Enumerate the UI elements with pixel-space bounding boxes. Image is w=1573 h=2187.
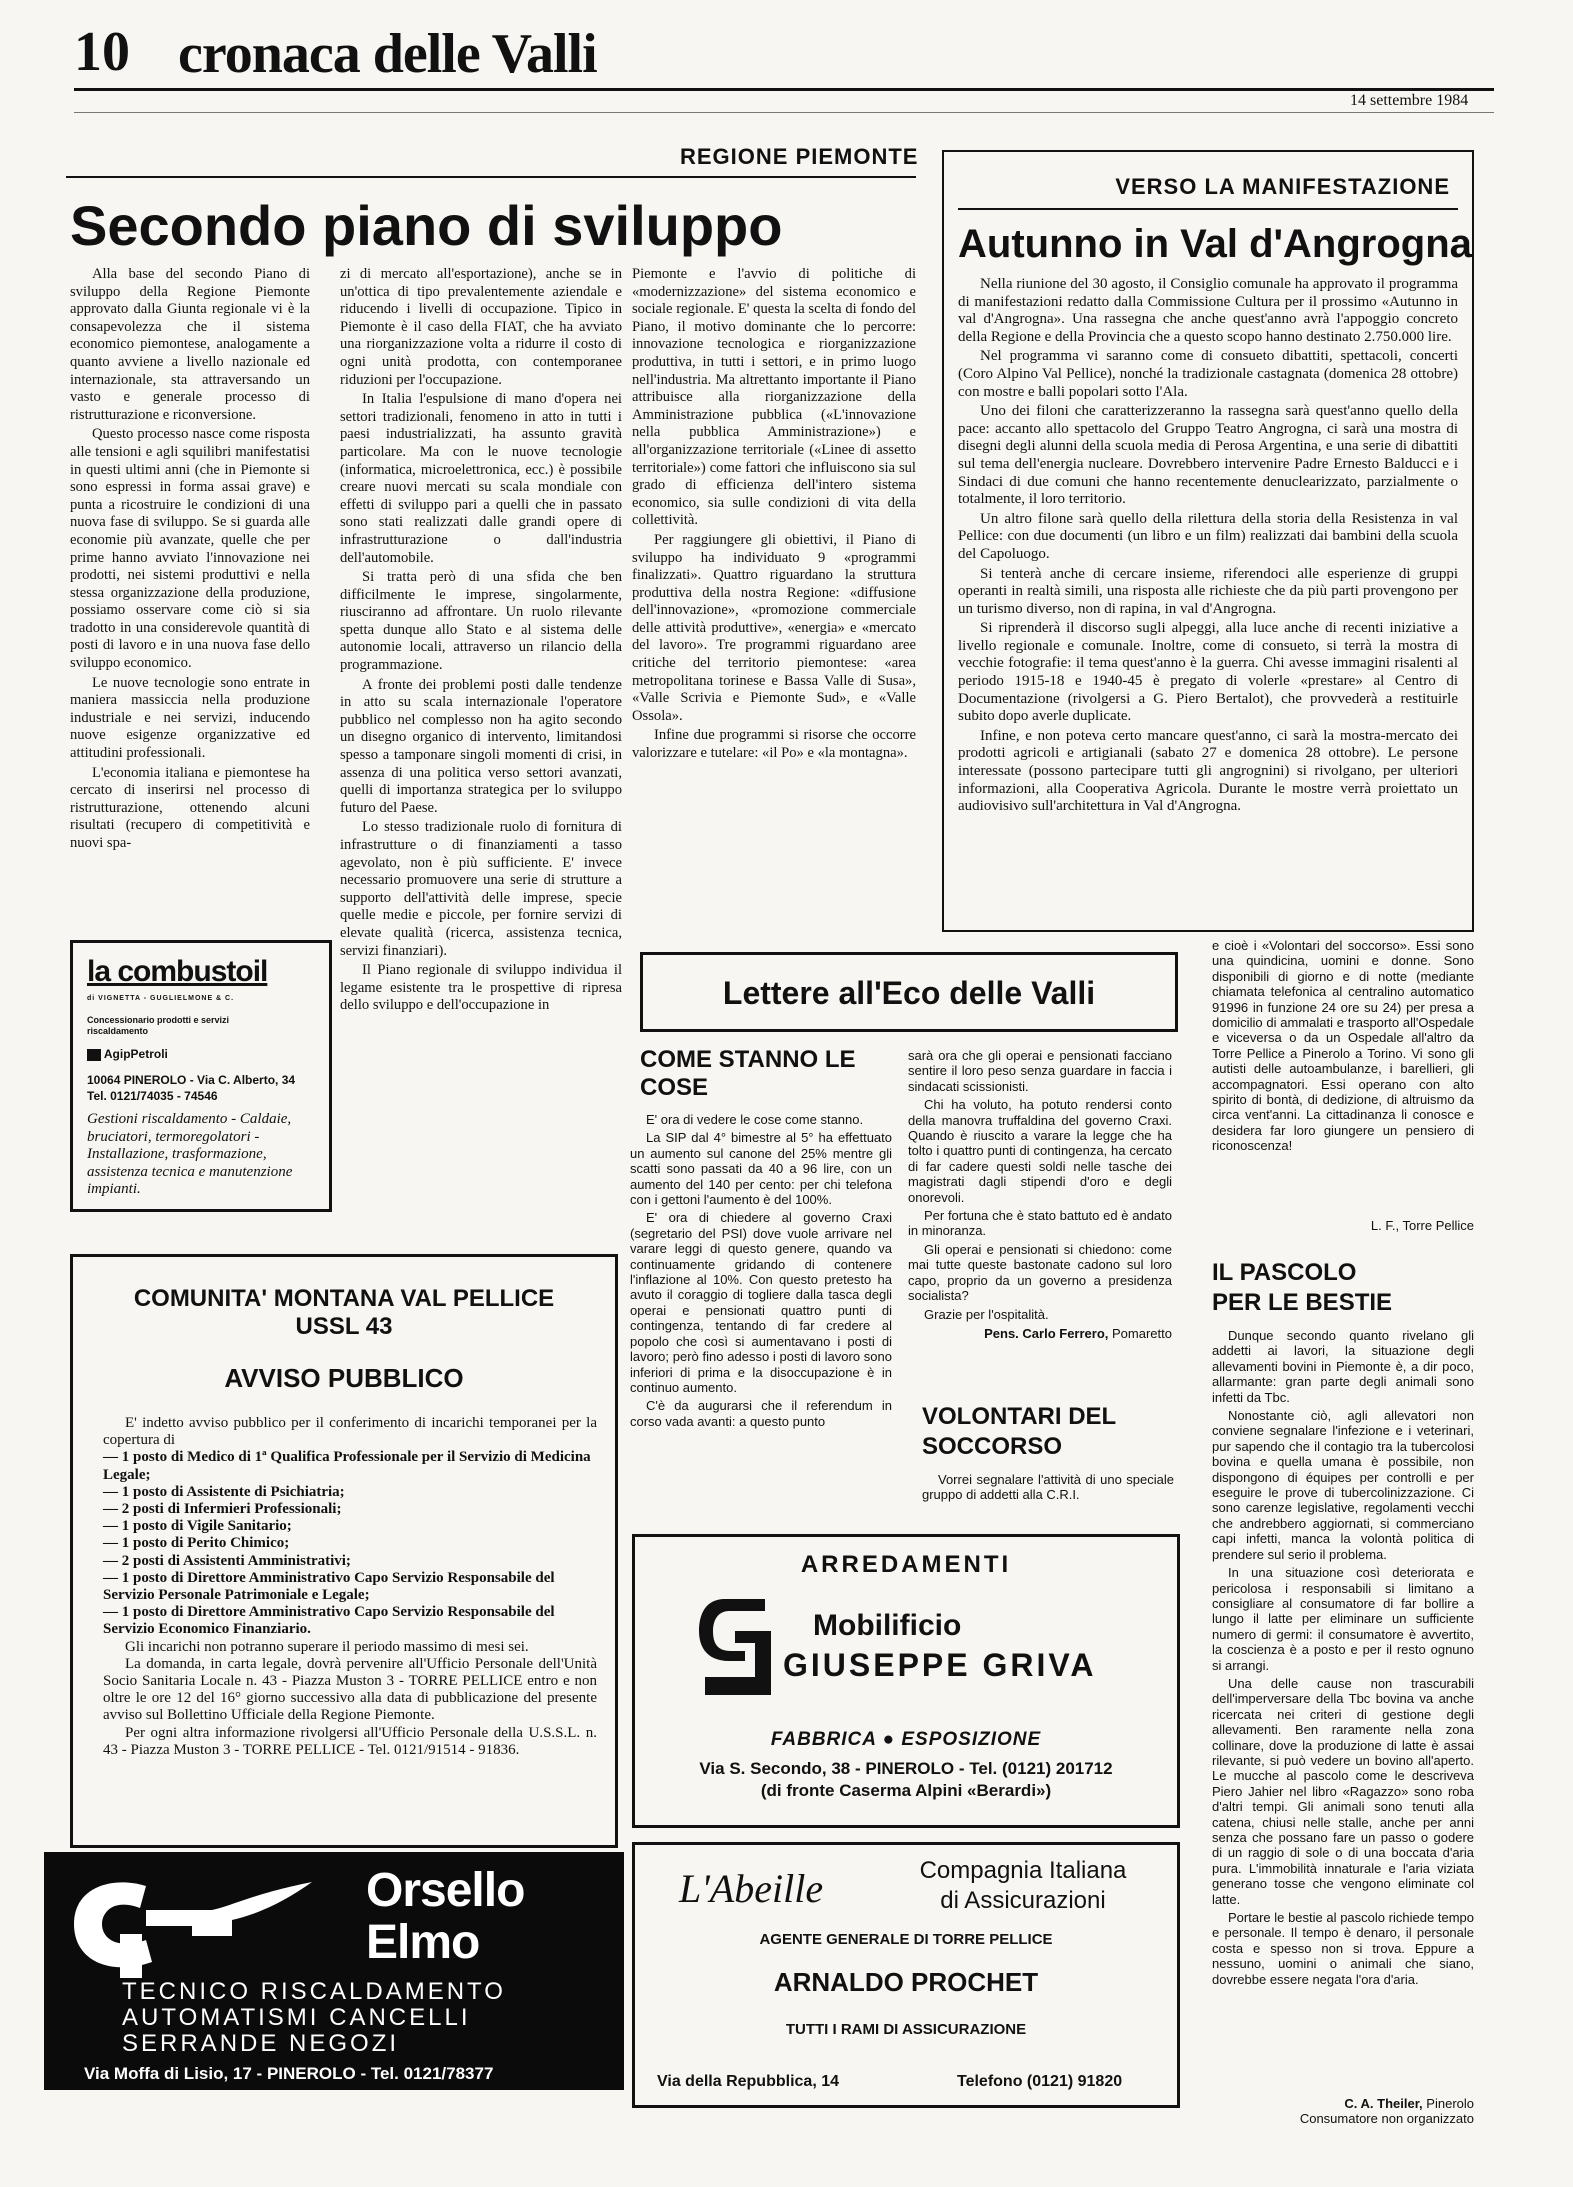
letter-title: VOLONTARI DEL SOCCORSO xyxy=(922,1403,1116,1460)
agip-label: AgipPetroli xyxy=(103,1047,168,1061)
notice-item: — 2 posti di Assistenti Amministrativi; xyxy=(103,1552,351,1569)
paragraph: Gli operai e pensionati si chiedono: come mai tutte queste bastonate cadono sul loro capo, proprio da un governo a presidenza socialista? xyxy=(908,1241,1172,1304)
signature-name: Pens. Carlo Ferrero, xyxy=(984,1325,1109,1341)
griva-logo-icon xyxy=(695,1591,775,1701)
article-body xyxy=(958,276,1458,922)
notice-title: COMUNITA' MONTANA VAL PELLICE xyxy=(133,1285,555,1312)
combustoil-owner: di VIGNETTA - GUGLIELMONE & C. xyxy=(87,995,235,1002)
notice-heading: AVVISO PUBBLICO xyxy=(224,1363,464,1393)
abeille-logo: L'Abeille xyxy=(679,1866,824,1911)
combustoil-phone: Tel. 0121/74035 - 74546 xyxy=(87,1089,218,1103)
paragraph: Una delle cause non trascurabili dell'imperversare della Tbc bovina va anche ricercata nei criteri di gestione degli allevamenti. Ben raramente nella zona collinare, dove la produzione di latte è assai rilevante, si può vedere un bovino all'aperto. Le mucche al pascolo come le descriveva Piero Jahier nel libro «Ragazzo» sono roba d'altri tempi. Gli animali sono tenuti alla catena, chiusi nelle stalle, anche per anni senza che possano fare un passo o godere di un raggio di sole o di una boccata d'aria pura. L'immobilità innaturale e l'aria viziata generano tosse che vengono eliminate col latte. xyxy=(1212,1675,1474,1907)
notice-item: — 1 posto di Direttore Amministrativo Capo Servizio Responsabile del Servizio Personale Patrimoniale e Legale; xyxy=(103,1569,555,1604)
paragraph: Per fortuna che è stato battuto ed è andato in minoranza. xyxy=(908,1208,1172,1239)
ad-abeille xyxy=(632,1842,1180,2108)
abeille-agent: AGENTE GENERALE DI TORRE PELLICE xyxy=(759,1931,1053,1948)
ad-combustoil xyxy=(70,940,332,1212)
notice-item: — 1 posto di Vigile Sanitario; xyxy=(103,1518,292,1535)
paragraph: E' ora di vedere le cose come stanno. xyxy=(646,1112,864,1127)
service-line: TECNICO RISCALDAMENTO xyxy=(122,1978,506,2005)
paragraph: Alla base del secondo Piano di sviluppo della Regione Piemonte approvato dalla Giunta regionale vi è la consapevolezza che il sistema economico piemontese, analogamente a quanto avviene a livello nazionale ed internazionale, sta attraversando un vasto e generale processo di ristrutturazione e riconversione. xyxy=(70,266,310,423)
paragraph: La SIP dal 4° bimestre al 5° ha effettuato un aumento sul canone del 25% mentre gli scatti sono passati da 40 a 96 lire, con un aumento del 140 per cento: per chi telefona con i gettoni l'aumento è del 100%. xyxy=(630,1130,892,1208)
letter-volontari-start xyxy=(922,1472,1174,1526)
paragraph: A fronte dei problemi posti dalle tendenze in atto su scala internazionale l'operatore pubblico nel complesso non ha agito secondo un disegno organico di intervento, limitandosi spesso a tamponare singoli momenti di crisi, in assenza di una politica verso settori avanzati, quelli di importanza strategica per lo sviluppo futuro del Paese. xyxy=(340,676,622,816)
griva-name-2: GIUSEPPE GRIVA xyxy=(783,1647,1097,1683)
letter-signature xyxy=(1212,2096,1474,2127)
letter-column-2 xyxy=(908,1048,1172,1356)
abeille-address: Via della Repubblica, 14 xyxy=(657,2073,839,2090)
kicker-rule xyxy=(66,176,916,178)
tagline-right: ESPOSIZIONE xyxy=(901,1729,1042,1750)
griva-note: (di fronte Caserma Alpini «Berardi») xyxy=(760,1781,1052,1800)
article-title: Autunno in Val d'Angrogna xyxy=(958,222,1472,266)
notice-item: — 1 posto di Assistente di Psichiatria; xyxy=(103,1483,345,1500)
paragraph: Chi ha voluto, ha potuto rendersi conto della manovra truffaldina del governo Craxi. Quando è riuscito a varare la legge che ha tolto i quattro punti di contingenza, ha cercato di far cadere questi soldi nelle tasche dei magistrati dagli stipendi d'oro e degli onorevoli. xyxy=(908,1097,1172,1205)
paragraph: Per raggiungere gli obiettivi, il Piano di sviluppo ha individuato 9 «programmi finalizzati». Quattro riguardano la struttura produttiva della nostra Regione: «diffusione dell'innovazione», «promozione commerciale delle attività produttive», «energia» e «mercato del lavoro». Tre programmi riguardano aree critiche del territorio piemontese: «area metropolitana torinese e Bassa Valle di Susa», «Valle Scrivia e Piemonte Sud», e «Valle Ossola». xyxy=(632,531,916,724)
masthead-rule-thin xyxy=(74,112,1494,113)
paragraph: Il Piano regionale di sviluppo individua il legame esistente tra le prospettive di ripresa dello sviluppo e dell'occupazione in xyxy=(340,962,622,1014)
letter-volontari-continued xyxy=(1212,938,1474,1228)
griva-tagline xyxy=(635,1729,1177,1751)
article-column-2 xyxy=(340,266,622,1226)
paragraph: Si tenterà anche di cercare insieme, riferendoci alle esperienze di gruppi operanti in realtà simili, una risposta alle richieste che da più parti provengono per un turismo diverso, non di rapina, in val d'Angrogna. xyxy=(958,565,1458,617)
agip-dog-icon xyxy=(87,1049,101,1061)
signature-note: Consumatore non organizzato xyxy=(1299,2111,1474,2127)
abeille-company-2: di Assicurazioni xyxy=(940,1887,1106,1914)
page-number: 10 xyxy=(74,21,130,83)
article-column-1 xyxy=(70,266,310,928)
company-address: Via Moffa di Lisio, 17 - PINEROLO - Tel. 0121/78377 xyxy=(84,2064,494,2083)
company-name-2: Elmo xyxy=(366,1916,480,1969)
griva-heading: ARREDAMENTI xyxy=(800,1551,1012,1578)
griva-name-1: Mobilificio xyxy=(813,1609,962,1642)
agip-brand xyxy=(87,1047,168,1061)
letters-heading: Lettere all'Eco delle Valli xyxy=(722,975,1096,1011)
notice-item: — 1 posto di Medico di 1ª Qualifica Professionale per il Servizio di Medicina Legale; xyxy=(103,1449,591,1483)
ad-comunita-montana xyxy=(70,1254,618,1848)
abeille-name: ARNALDO PROCHET xyxy=(773,1967,1039,1997)
griva-address: Via S. Secondo, 38 - PINEROLO - Tel. (0121) 201712 xyxy=(699,1759,1113,1778)
paragraph: Dunque secondo quanto rivelano gli addetti ai lavori, la situazione degli allevamenti bovini in Piemonte è, a dir poco, allarmante: gran parte degli animali sono infetti da Tbc. xyxy=(1212,1328,1474,1405)
paragraph: Questo processo nasce come risposta alle tensioni e agli squilibri manifestatisi in questi ultimi anni (che in Piemonte si sono espressi in forma assai grave) e punta a ricostruire le condizioni di una nuova fase di sviluppo. Se si guarda alle economie più avanzate, quelle che per prime hanno avviato l'innovazione nei prodotti, nei sistemi produttivi e nella stessa organizzazione della produzione, possiamo osservare come ciò si sia tradotto in una considerevole quantità di posti di lavoro e in una nuova fase dello sviluppo economico. xyxy=(70,426,310,672)
letter-signature xyxy=(908,1326,1172,1341)
paragraph: zi di mercato all'esportazione), anche se in un'ottica di tipo prevalentemente aziendale e riducendo i livelli di occupazione. Tipico in Piemonte è il caso della FIAT, che ha avviato una riorganizzazione volta a ridurre il costo di ogni unità prodotta, con contemporanee riduzioni per l'occupazione. xyxy=(340,266,622,388)
paragraph: Portare le bestie al pascolo richiede tempo e personale. Il tempo è denaro, il personale costa e spesso non si trova. Eppure a nessuno, uomini o animali che siano, dovrebbe essere negata l'ora d'aria. xyxy=(1212,1910,1474,1987)
letter-title: IL PASCOLO PER LE BESTIE xyxy=(1212,1259,1393,1316)
service-line: SERRANDE NEGOZI xyxy=(122,2030,400,2057)
paragraph: Si riprenderà il discorso sugli alpeggi, alla luce anche di recenti iniziative a livello regionale e comunale. Inoltre, come di consueto, si terrà la mostra di vecchie fotografie: il tema quest'anno è la guerra. Chi avesse immagini risalenti al periodo 1915-18 e 1940-45 è pregato di volerle «prestare» al Centro di Documentazione (rivolgersi a G. Piero Bertalot), che provvederà a restituirle subito dopo averle duplicate. xyxy=(958,620,1458,725)
service-line: AUTOMATISMI CANCELLI xyxy=(122,2004,471,2031)
notice-subtitle: USSL 43 xyxy=(295,1313,393,1340)
signature-place: Pinerolo xyxy=(1426,2096,1474,2111)
letter-title: COME STANNO LE COSE xyxy=(640,1046,856,1101)
masthead-rule xyxy=(74,88,1494,91)
kicker-rule xyxy=(958,208,1458,210)
paragraph: Si tratta però di una sfida che ben difficilmente le imprese, singolarmente, riusciranno ad affrontare. Un ruolo rilevante spetta dunque allo Stato e al sistema delle autonomie locali, attraverso un rilancio della programmazione. xyxy=(340,569,622,674)
article-title: Secondo piano di sviluppo xyxy=(70,194,783,257)
paragraph: Infine, e non poteva certo mancare quest'anno, ci sarà la mostra-mercato dei prodotti agricoli e artigianali (sabato 27 e domenica 28 ottobre). Le persone interessate (possono partecipare tutti gli angrognini) si rivolgano, per ulteriori informazioni, alla Cooperativa Agricola. Durante le mostre verrà proiettato un audiovisivo sull'architettura in Val d'Angrogna. xyxy=(958,727,1458,815)
notice-item: — 1 posto di Direttore Amministrativo Capo Servizio Responsabile del Servizio Economico Finanziario. xyxy=(103,1604,555,1638)
paragraph: Un altro filone sarà quello della rilettura della storia della Resistenza in val Pellice: con due documenti (un libro e un film) realizzati dai bambini della scuola del Capoluogo. xyxy=(958,510,1458,562)
signature-place: Pomaretto xyxy=(1112,1325,1172,1341)
paragraph: Uno dei filoni che caratterizzeranno la rassegna sarà quest'anno quello della pace: accanto allo spettacolo del Gruppo Teatro Angrogna, ci sarà una mostra di disegni degli alunni della scuola media di Perosa Argentina, e una serie di dibattiti sul tema dell'energia nucleare. Dovrebbero intervenire Padre Ernesto Balducci e i Sindaci di due comuni che hanno recentemente denuclearizzato, parzialmente o totalmente, il loro territorio. xyxy=(958,403,1458,508)
paragraph: Nonostante ciò, agli allevatori non conviene segnalare l'infezione e i veterinari, pur sapendo che il contagio tra la tubercolosi bovina e quella umana è possibile, non dispongono di équipes per controlli e per eseguire le prove di tubercolinizzazione. Ci sono carenze legislative, regolamenti vecchi che andrebbero aggiornati, si commerciano capi infetti, manca la volontà politica di prendere sul serio il problema. xyxy=(1212,1408,1474,1562)
notice-paragraph: La domanda, in carta legale, dovrà pervenire all'Ufficio Personale dell'Unità Socio Sanitaria Locale n. 43 - Piazza Muston 3 - TORRE PELLICE entro e non oltre le ore 12 del 16° giorno successivo alla data di pubblicazione del presente avviso sul Bollettino Ufficiale della Regione Piemonte. xyxy=(103,1655,597,1724)
letter-column-1 xyxy=(630,1112,892,1429)
notice-items xyxy=(103,1449,597,1638)
letters-heading-box xyxy=(640,952,1178,1032)
issue-date: 14 settembre 1984 xyxy=(1350,92,1469,109)
abeille-phone: Telefono (0121) 91820 xyxy=(957,2073,1123,2090)
paragraph: Grazie per l'ospitalità. xyxy=(924,1306,1049,1322)
article-kicker: VERSO LA MANIFESTAZIONE xyxy=(1115,174,1450,199)
paragraph: In Italia l'espulsione di mano d'opera nei settori tradizionali, fenomeno in atto in tutti i paesi industrializzati, ha assunto gravità particolare. Ma con le nuove tecnologie (informatica, microelettronica, ecc.) è possibile creare nuovi mercati su scala mondiale con effetti di sviluppo pari a quelli che in passato sono stati realizzati dalle grandi opere di infrastrutturazione o dall'industria dell'automobile. xyxy=(340,391,622,566)
paragraph: Infine due programmi si risorse che occorre valorizzare e tutelare: «il Po» e «la montagna». xyxy=(632,727,916,762)
combustoil-concession: Concessionario prodotti e servizi riscaldamento xyxy=(87,1015,230,1036)
paragraph: E' ora di chiedere al governo Craxi (segretario del PSI) dove vuole arrivare nel varare leggi di questo genere, quando va continuamente gridando di contenere l'inflazione al 10%. Con questo pretesto ha avuto il coraggio di togliere dalla tasca degli operai e pensionati quattro punti di contingenza, tentando di far credere al popolo che così si aumentavano i posti di lavoro; però fino adesso i posti di lavoro sono inferiori di prima e la disoccupazione è in continuo aumento. xyxy=(630,1210,892,1395)
paragraph: Piemonte e l'avvio di politiche di «modernizzazione» del sistema economico e sociale regionale. E' questa la scelta di fondo del Piano, il motivo dominante che lo percorre: innovazione tecnologica e riorganizzazione produttiva, in tutti i settori, e in primo luogo nell'industria. Ma altrettanto importante il Piano attribuisce alla riorganizzazione della Amministrazione pubblica («L'innovazione nella pubblica Amministrazione») e all'organizzazione territoriale («Linee di assetto territoriale») come fattori che influiscono sia sul grado di efficienza dell'intero sistema economico, sia sulle condizioni di vita della collettività. xyxy=(632,266,916,529)
letter-signature: L. F., Torre Pellice xyxy=(1370,1218,1474,1233)
article-kicker: REGIONE PIEMONTE xyxy=(680,144,919,169)
notice-paragraph: Per ogni altra informazione rivolgersi all'Ufficio Personale della U.S.S.L. n. 43 - Piazza Muston 3 - TORRE PELLICE - Tel. 0121/91514 - 91836. xyxy=(103,1724,597,1758)
flame-logo-icon xyxy=(62,1864,332,1984)
notice-paragraph: Gli incarichi non potranno superare il periodo massimo di mesi sei. xyxy=(125,1638,529,1655)
paragraph: In una situazione così deteriorata e pericolosa i responsabili si limitano a consigliare al consumatore di far bollire a lungo il latte per eliminare un sufficiente numero di germi: il consumatore è avvertito, la coscienza è a posto e per il resto ognuno si arrangi. xyxy=(1212,1565,1474,1673)
combustoil-address: 10064 PINEROLO - Via C. Alberto, 34 xyxy=(87,1073,296,1087)
paragraph: Le nuove tecnologie sono entrate in maniera massiccia nella produzione industriale e nei servizi, inducendo nuove esigenze organizzative ed attitudini professionali. xyxy=(70,674,310,762)
paragraph: C'è da augurarsi che il referendum in corso vada avanti: a questo punto xyxy=(630,1398,892,1429)
combustoil-services: Gestioni riscaldamento - Caldaie, bruciatori, termoregolatori - Installazione, trasformazione, assistenza tecnica e manutenzione impianti. xyxy=(87,1111,293,1198)
notice-item: — 2 posti di Infermieri Professionali; xyxy=(103,1501,342,1518)
paragraph: Lo stesso tradizionale ruolo di fornitura di infrastrutture o di finanziamenti a tasso agevolato, non è più sufficiente. E' invece necessario promuovere una serie di strutture a supporto dell'attività delle imprese, specie quelle medie e piccole, per fornire servizi di elevate qualità (ricerca, assistenza tecnica, servizi finanziari). xyxy=(340,819,622,959)
notice-intro: E' indetto avviso pubblico per il conferimento di incarichi temporanei per la copertura di xyxy=(103,1415,597,1449)
notice-body xyxy=(103,1415,597,1759)
ad-griva xyxy=(632,1534,1180,1828)
section-title: cronaca delle Valli xyxy=(178,23,597,85)
ad-orsello-elmo xyxy=(44,1852,624,2090)
paragraph: Nel programma vi saranno come di consueto dibattiti, spettacoli, concerti (Coro Alpino Val Pellice), nonché la tradizionale castagnata (domenica 28 ottobre) con mostre e balli popolari sotto l'Ala. xyxy=(958,348,1458,400)
abeille-company: Compagnia Italiana xyxy=(919,1857,1127,1884)
article-column-3 xyxy=(632,266,916,926)
letter-pascolo-body xyxy=(1212,1328,1474,2094)
signature-name: C. A. Theiler, xyxy=(1344,2096,1423,2111)
abeille-services: TUTTI I RAMI DI ASSICURAZIONE xyxy=(785,2021,1027,2038)
paragraph: L'economia italiana e piemontese ha cercato di inserirsi nel processo di ristrutturazione, ottenendo alcuni risultati (recupero di competitività e nuovi spa- xyxy=(70,764,310,851)
bullet-icon: ● xyxy=(882,1729,902,1750)
notice-item: — 1 posto di Perito Chimico; xyxy=(103,1535,290,1552)
company-name: Orsello xyxy=(366,1864,525,1917)
paragraph: sarà ora che gli operai e pensionati facciano sentire il loro peso senza guardare in faccia i sindacati scissionisti. xyxy=(908,1048,1172,1094)
paragraph: Vorrei segnalare l'attività di uno speciale gruppo di addetti alla C.R.I. xyxy=(922,1472,1174,1503)
paragraph: e cioè i «Volontari del soccorso». Essi sono una quindicina, uomini e donne. Sono disponibili di giorno e di notte (mediante chiamata telefonica al centralino automatico 91996 in funzione 24 ore su 24) per presa a domicilio di ammalati e trasporto all'Ospedale e viceversa o da un Ospedale all'altro da Torre Pellice a Pinerolo a Torino. Vi sono gli autisti delle autoambulanze, i barellieri, gli accompagnatori. Essi operano con alto spirito di bontà, di dedizione, di altruismo da circa vent'anni. La cittadinanza li conosce e desidera far loro giungere un pensiero di riconoscenza! xyxy=(1212,938,1474,1154)
tagline-left: FABBRICA xyxy=(770,1729,877,1750)
paragraph: Nella riunione del 30 agosto, il Consiglio comunale ha approvato il programma di manifestazioni redatto dalla Commissione Cultura per il prossimo «Autunno in val d'Angrogna». Una rassegna che anche quest'anno avrà l'appoggio concreto della Regione e della Provincia che a questo scopo hanno destinato 2.750.000 lire. xyxy=(958,276,1458,345)
article-autunno-box xyxy=(942,150,1474,932)
combustoil-logo: la combustoil xyxy=(87,955,268,988)
